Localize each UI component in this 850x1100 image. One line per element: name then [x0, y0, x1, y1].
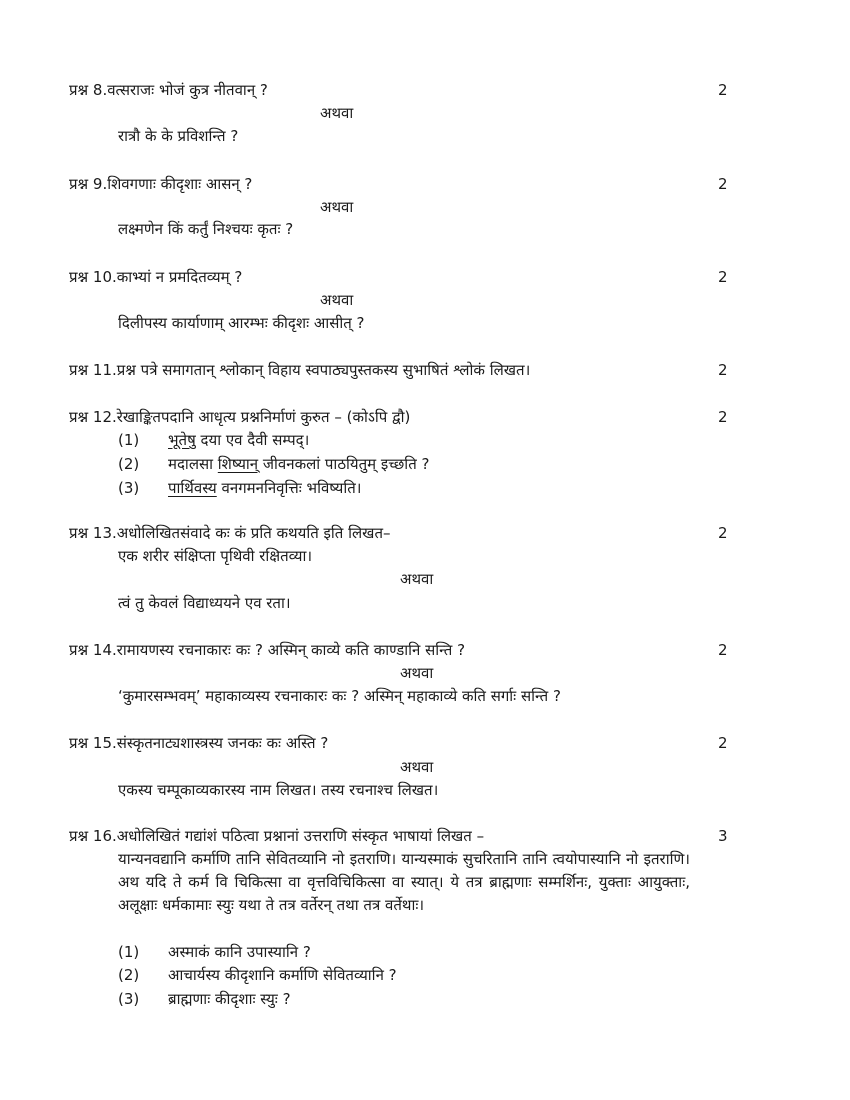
or-label-q15: अथवा: [400, 758, 434, 776]
q12-item-2: (2) मदालसा शिष्यान् जीवनकलां पाठयितुम् इच्छति ?: [118, 455, 430, 473]
or-label-q8: अथवा: [320, 104, 354, 122]
marks-q12: 2: [718, 408, 728, 426]
alt-question-15: एकस्य चम्पूकाव्यकारस्य नाम लिखत। तस्य रचनाश्च लिखत।: [118, 781, 439, 799]
or-label-q10: अथवा: [320, 291, 354, 309]
underlined-word: शिष्यान्: [217, 455, 259, 473]
question-14: प्रश्न 14.रामायणस्य रचनाकारः कः ? अस्मिन् काव्ये कति काण्डानि सन्ति ?: [69, 641, 466, 659]
item-number: (2): [118, 455, 140, 473]
item-number: (1): [118, 431, 140, 449]
marks-q13: 2: [718, 524, 728, 542]
question-10: प्रश्न 10.काभ्यां न प्रमदितव्यम् ?: [69, 268, 243, 286]
q12-item-3: (3) पार्थिवस्य वनगमननिवृत्तिः भविष्यति।: [118, 479, 362, 497]
or-label-q14: अथवा: [400, 664, 434, 682]
q12-item-1: (1) भूतेषु दया एव दैवी सम्पद्।: [118, 431, 310, 449]
q16-item-1: (1) अस्माकं कानि उपास्यानि ?: [118, 943, 311, 961]
question-16: प्रश्न 16.अधोलिखितं गद्यांशं पठित्वा प्रश्नानां उत्तराणि संस्कृत भाषायां लिखत –: [69, 827, 485, 845]
underlined-word: भूतेषु: [168, 431, 196, 449]
marks-q9: 2: [718, 175, 728, 193]
marks-q15: 2: [718, 734, 728, 752]
question-12: प्रश्न 12.रेखाङ्कितपदानि आधृत्य प्रश्ननिर्माणं कुरुत – (कोऽपि द्वौ): [69, 408, 411, 426]
alt-question-9: लक्ष्मणेन किं कर्तुं निश्चयः कृतः ?: [118, 220, 294, 238]
item-number: (3): [118, 990, 140, 1008]
item-number: (2): [118, 966, 140, 984]
marks-q10: 2: [718, 268, 728, 286]
question-8: प्रश्न 8.वत्सराजः भोजं कुत्र नीतवान् ?: [69, 81, 268, 99]
question-11: प्रश्न 11.प्रश्न पत्रे समागतान् श्लोकान् विहाय स्वपाठ्यपुस्तकस्य सुभाषितं श्लोकं लिखत।: [69, 361, 531, 379]
question-15: प्रश्न 15.संस्कृतनाट्यशास्त्रस्य जनकः कः अस्ति ?: [69, 734, 329, 752]
q13-dialogue: एक शरीर संक्षिप्ता पृथिवी रक्षितव्या।: [118, 547, 313, 565]
passage: यान्यनवद्यानि कर्माणि तानि सेवितव्यानि नो इतराणि। यान्यस्माकं सुचरितानि तानि त्वयोपास्यानि नो इतराणि। अथ यदि ते कर्म वि चिकित्सा वा वृत्तविचिकित्सा वा स्यात्। ये तत्र ब्राह्मणाः सम्मर्शिनः, युक्ताः आयुक्ताः, अलूक्षाः धर्मकामाः स्युः यथा ते तत्र वर्तेरन् तथा तत्र वर्तेथाः।: [118, 850, 690, 914]
q16-item-2: (2) आचार्यस्य कीदृशानि कर्माणि सेवितव्यानि ?: [118, 966, 397, 984]
alt-question-13: त्वं तु केवलं विद्याध्ययने एव रता।: [118, 594, 291, 612]
marks-q8: 2: [718, 81, 728, 99]
marks-q14: 2: [718, 641, 728, 659]
or-label-q13: अथवा: [400, 570, 434, 588]
marks-q16: 3: [718, 827, 728, 845]
marks-q11: 2: [718, 361, 728, 379]
item-number: (1): [118, 943, 140, 961]
alt-question-14: ‘कुमारसम्भवम्’ महाकाव्यस्य रचनाकारः कः ? अस्मिन् महाकाव्ये कति सर्गाः सन्ति ?: [118, 687, 561, 705]
question-9: प्रश्न 9.शिवगणाः कीदृशाः आसन् ?: [69, 175, 253, 193]
question-13: प्रश्न 13.अधोलिखितसंवादे कः कं प्रति कथयति इति लिखत–: [69, 524, 391, 542]
alt-question-10: दिलीपस्य कार्याणाम् आरम्भः कीदृशः आसीत् ?: [118, 314, 365, 332]
underlined-word: पार्थिवस्य: [168, 479, 217, 497]
or-label-q9: अथवा: [320, 198, 354, 216]
q16-item-3: (3) ब्राह्मणाः कीदृशाः स्युः ?: [118, 990, 291, 1008]
item-number: (3): [118, 479, 140, 497]
alt-question-8: रात्रौ के के प्रविशन्ति ?: [118, 127, 239, 145]
